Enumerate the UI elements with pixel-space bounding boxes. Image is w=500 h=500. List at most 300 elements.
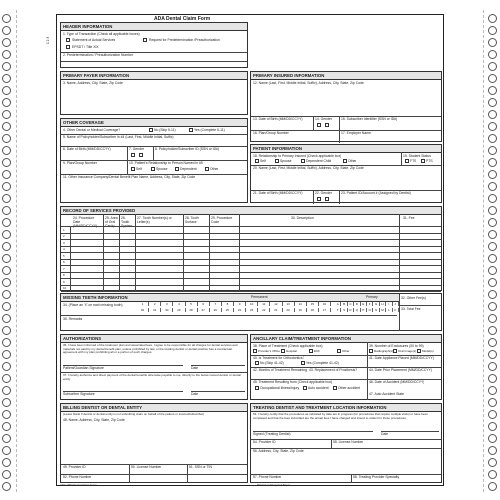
tooth-cell[interactable]: I bbox=[386, 302, 392, 306]
header-information-section bbox=[60, 22, 248, 68]
service-row-number: 4 bbox=[63, 247, 65, 251]
section-title: PRIMARY PAYER INFORMATION bbox=[61, 72, 247, 80]
remarks-label: 35. Remarks bbox=[63, 317, 83, 321]
service-row-number: 9 bbox=[63, 279, 65, 284]
section-subtitle: (Leave blank if dentist or dental entity is not submitting claim on behalf of the patient or insured/subscriber) bbox=[63, 412, 205, 416]
tooth-cell[interactable]: D bbox=[354, 302, 360, 306]
field-label: 34. (Place an 'X' on each missing tooth) bbox=[63, 303, 123, 307]
tooth-cell[interactable]: 25 bbox=[222, 308, 234, 312]
field-label: 21. Date of Birth (MM/DD/CCYY) bbox=[253, 191, 303, 195]
tractor-hole bbox=[2, 242, 11, 251]
left-perforation bbox=[16, 10, 17, 492]
date-label: Date bbox=[381, 432, 389, 436]
tractor-hole bbox=[2, 38, 11, 47]
column-header: 28. Tooth Surface bbox=[185, 216, 199, 224]
permanent-label: Permanent bbox=[251, 295, 268, 299]
predetermination-checkbox[interactable] bbox=[143, 38, 147, 42]
tooth-cell[interactable]: 1 bbox=[137, 302, 149, 306]
billing-dentist-section bbox=[60, 403, 248, 483]
field-label: 10. Patient's Relationship to Person Named in #5 bbox=[129, 161, 203, 165]
tractor-hole bbox=[2, 470, 11, 479]
tractor-hole bbox=[2, 254, 11, 263]
field-label: 2. Predetermination / Preauthorization Number bbox=[63, 53, 134, 57]
field-label: 54. Provider ID bbox=[253, 440, 276, 444]
other-accident-checkbox[interactable] bbox=[333, 386, 337, 390]
tooth-cell[interactable]: 10 bbox=[246, 302, 258, 306]
field-label: 7. Gender bbox=[129, 147, 145, 151]
form-title: ADA Dental Claim Form bbox=[154, 16, 211, 22]
primary-insured-section bbox=[250, 71, 442, 142]
field-label: 17. Employer Name bbox=[341, 131, 371, 135]
missing-teeth-section bbox=[60, 293, 442, 331]
tractor-hole bbox=[488, 242, 497, 251]
tooth-cell[interactable]: 6 bbox=[198, 302, 210, 306]
tooth-cell[interactable]: 27 bbox=[198, 308, 210, 312]
tractor-hole bbox=[488, 230, 497, 239]
field-label: 14. Gender bbox=[315, 117, 332, 121]
field-label: 38. Place of Treatment (Check applicable box) bbox=[253, 344, 323, 348]
field-label: 5. Name of Policyholder/Subscriber in #4 (Last, First, Middle Initial, Suffix) bbox=[63, 135, 174, 139]
primary-label: Primary bbox=[366, 295, 378, 299]
insured-gender-m-checkbox[interactable] bbox=[317, 123, 321, 127]
section-title: OTHER COVERAGE bbox=[61, 119, 247, 127]
tractor-hole bbox=[488, 122, 497, 131]
rel-self-checkbox[interactable] bbox=[131, 167, 135, 171]
patient-rel-child-checkbox[interactable] bbox=[301, 159, 305, 163]
section-title: AUTHORIZATIONS bbox=[61, 335, 247, 343]
service-row-number: 8 bbox=[63, 273, 65, 277]
tooth-cell[interactable]: F bbox=[367, 302, 373, 306]
auto-accident-checkbox[interactable] bbox=[303, 386, 307, 390]
patient-rel-spouse-checkbox[interactable] bbox=[275, 159, 279, 163]
places-checkbox[interactable] bbox=[253, 349, 257, 353]
other-coverage-section bbox=[60, 118, 248, 203]
enclosures-checkbox[interactable] bbox=[417, 349, 421, 353]
column-header: 24. Procedure Date (MM/DD/CCYY) bbox=[73, 216, 98, 228]
option-label: Request for Predetermination /Preauthorization bbox=[149, 38, 220, 42]
tooth-cell[interactable]: P bbox=[361, 308, 367, 312]
field-label: 42. Months of Treatment Remaining bbox=[253, 368, 307, 372]
tractor-hole bbox=[488, 38, 497, 47]
option-label: Self bbox=[136, 167, 142, 171]
tooth-cell[interactable]: 32 bbox=[137, 308, 149, 312]
option-label: Other accident bbox=[338, 386, 361, 390]
tooth-cell[interactable]: N bbox=[373, 308, 379, 312]
field-label: 46. Date of Accident (MM/DD/CCYY) bbox=[369, 380, 425, 384]
primary-payer-section bbox=[60, 71, 248, 115]
field-label: 56. Address, City, State, Zip Code bbox=[253, 449, 304, 453]
tractor-hole bbox=[488, 302, 497, 311]
tractor-hole bbox=[488, 182, 497, 191]
tractor-hole bbox=[2, 422, 11, 431]
patient-gender-m-checkbox[interactable] bbox=[317, 197, 321, 201]
option-label: PTS bbox=[426, 159, 433, 163]
epsdt-checkbox[interactable] bbox=[66, 45, 70, 49]
field-label: 57. Phone Number bbox=[253, 475, 282, 479]
tractor-hole bbox=[488, 62, 497, 71]
tractor-hole bbox=[2, 446, 11, 455]
field-label: 48. Name, Address, City, State, Zip Code bbox=[63, 418, 125, 422]
tooth-cell[interactable]: O bbox=[367, 308, 373, 312]
tooth-cell[interactable]: 9 bbox=[234, 302, 246, 306]
service-row-number: 1 bbox=[63, 227, 65, 232]
tractor-hole bbox=[2, 230, 11, 239]
tractor-hole bbox=[488, 98, 497, 107]
option-label: Self bbox=[260, 159, 266, 163]
occupational-checkbox[interactable] bbox=[255, 386, 259, 390]
field-label: 3. Name, Address, City, State, Zip Code bbox=[63, 81, 123, 85]
tooth-cell[interactable]: 29 bbox=[173, 308, 185, 312]
field-label: 45. Treatment Resulting from (Check applicable box) bbox=[253, 380, 333, 384]
tractor-hole bbox=[2, 398, 11, 407]
tractor-hole bbox=[2, 410, 11, 419]
enclosures-checkbox[interactable] bbox=[393, 349, 397, 353]
tooth-cell[interactable]: 17 bbox=[319, 308, 331, 312]
rel-spouse-checkbox[interactable] bbox=[151, 167, 155, 171]
tractor-hole bbox=[2, 302, 11, 311]
tooth-cell[interactable]: L bbox=[386, 308, 392, 312]
tooth-cell[interactable]: 23 bbox=[246, 308, 258, 312]
right-tractor-holes bbox=[488, 14, 498, 492]
column-header: 30. Description bbox=[291, 216, 314, 220]
tractor-hole bbox=[488, 458, 497, 467]
tractor-hole bbox=[488, 50, 497, 59]
service-row-line bbox=[61, 278, 441, 279]
field-label: 50. License Number bbox=[131, 465, 162, 469]
tooth-cell[interactable]: 11 bbox=[258, 302, 270, 306]
tooth-cell[interactable]: 14 bbox=[295, 302, 307, 306]
field-label: 18. Relationship to Primary Insured (Check applicable box) bbox=[253, 154, 342, 158]
section-title: MISSING TEETH INFORMATION bbox=[61, 294, 399, 302]
tractor-hole bbox=[2, 194, 11, 203]
certification-text: 53. I hereby certify that the procedures as indicated by date are in progress (for procedures that require multiple visits) or have been completed and that the fees submitted are the actual fees I have charged and intend to collect for those procedures. bbox=[253, 413, 428, 420]
service-row-line bbox=[61, 265, 441, 266]
tractor-hole bbox=[2, 158, 11, 167]
option-label: Other bbox=[342, 349, 350, 353]
tractor-hole bbox=[2, 26, 11, 35]
tooth-cell[interactable]: 24 bbox=[234, 308, 246, 312]
field-label: 49. Provider ID bbox=[63, 465, 86, 469]
section-title: PATIENT INFORMATION bbox=[251, 145, 441, 153]
tooth-cell[interactable]: 3 bbox=[161, 302, 173, 306]
tooth-cell[interactable]: 26 bbox=[210, 308, 222, 312]
option-label: FTS bbox=[410, 159, 417, 163]
patient-rel-self-checkbox[interactable] bbox=[255, 159, 259, 163]
tractor-hole bbox=[2, 326, 11, 335]
tractor-hole bbox=[488, 134, 497, 143]
tractor-hole bbox=[2, 314, 11, 323]
tooth-cell[interactable]: 5 bbox=[186, 302, 198, 306]
option-label: Provider's Office bbox=[258, 349, 280, 353]
tooth-cell[interactable]: 13 bbox=[283, 302, 295, 306]
date-label: Date bbox=[191, 392, 199, 396]
tractor-hole bbox=[488, 398, 497, 407]
rel-dependent-checkbox[interactable] bbox=[175, 167, 179, 171]
tractor-hole bbox=[2, 14, 11, 23]
field-label: 9. Plan/Group Number bbox=[63, 161, 97, 165]
tooth-cell[interactable]: B bbox=[341, 302, 347, 306]
authorization-text: 37. I hereby authorize and direct payment of the dental benefits otherwise payable to me, directly to the below named dentist or dental entity. bbox=[63, 374, 241, 381]
consent-text: 36. I have been informed of the treatment plan and associated fees. I agree to be responsible for all charges for dental services and materials not paid by my dental benefit plan, unless prohibited by law, or the treating dentist or dental practice has a contractual agreement with my plan prohibiting all or a portion of such charges. bbox=[63, 344, 238, 355]
field-label: 19. Student Status bbox=[403, 154, 431, 158]
tooth-cell[interactable]: 19 bbox=[295, 308, 307, 312]
field-label: 4. Other Dental or Medical Coverage? bbox=[63, 128, 121, 132]
tractor-hole bbox=[488, 14, 497, 23]
tooth-cell[interactable]: H bbox=[380, 302, 386, 306]
option-label: Oral Image(s) bbox=[398, 349, 417, 353]
option-label: Other bbox=[210, 167, 219, 171]
service-row-line bbox=[61, 291, 441, 292]
tractor-hole bbox=[2, 278, 11, 287]
field-label: 11. Other Insurance Company/Dental Benefit Plan Name, Address, City, State, Zip Code bbox=[63, 175, 196, 179]
field-label: 12. Name (Last, First, Middle Initial, Suffix), Address, City, State, Zip Code bbox=[253, 81, 364, 85]
tooth-cell[interactable]: J bbox=[393, 302, 399, 306]
service-row-line bbox=[61, 239, 441, 240]
section-title: BILLING DENTIST OR DENTAL ENTITY bbox=[61, 404, 247, 412]
tooth-cell[interactable]: 28 bbox=[186, 308, 198, 312]
field-label: 58. Treating Provider Specialty bbox=[353, 475, 400, 479]
tooth-cell[interactable]: M bbox=[380, 308, 386, 312]
other-fees-label: 32. Other Fee(s) bbox=[401, 296, 426, 300]
treating-signature-label: Signed (Treating Dentist) bbox=[253, 432, 291, 436]
field-label: 47. Auto Accident State bbox=[369, 392, 405, 396]
tractor-hole bbox=[2, 386, 11, 395]
gender-f-checkbox[interactable] bbox=[139, 153, 143, 157]
tractor-hole bbox=[2, 362, 11, 371]
tractor-hole bbox=[488, 266, 497, 275]
ortho-no-checkbox[interactable] bbox=[255, 361, 259, 365]
tractor-hole bbox=[2, 110, 11, 119]
option-label: No (Skip 41-42) bbox=[260, 361, 284, 365]
tractor-hole bbox=[2, 218, 11, 227]
field-label: 8. Policyholder/Subscriber ID (SSN or ID#) bbox=[155, 147, 220, 151]
tooth-cell[interactable]: 20 bbox=[283, 308, 295, 312]
tractor-hole bbox=[2, 374, 11, 383]
authorizations-section bbox=[60, 334, 248, 400]
tooth-cell[interactable]: 7 bbox=[210, 302, 222, 306]
tractor-hole bbox=[2, 98, 11, 107]
statement-actual-checkbox[interactable] bbox=[66, 38, 70, 42]
tooth-cell[interactable]: 22 bbox=[258, 308, 270, 312]
tractor-hole bbox=[488, 254, 497, 263]
tractor-hole bbox=[2, 122, 11, 131]
permanent-lower-teeth bbox=[137, 308, 331, 314]
tractor-hole bbox=[2, 182, 11, 191]
tractor-hole bbox=[488, 482, 497, 491]
tractor-hole bbox=[488, 74, 497, 83]
other-coverage-no-checkbox[interactable] bbox=[149, 128, 153, 132]
tractor-hole bbox=[2, 482, 11, 491]
option-label: Other bbox=[348, 159, 357, 163]
tooth-cell[interactable]: E bbox=[361, 302, 367, 306]
tractor-hole bbox=[2, 62, 11, 71]
tractor-hole bbox=[488, 26, 497, 35]
tooth-cell[interactable]: G bbox=[373, 302, 379, 306]
service-row-line bbox=[61, 259, 441, 260]
tractor-hole bbox=[2, 74, 11, 83]
option-label: Model(s) bbox=[422, 349, 434, 353]
tractor-hole bbox=[488, 422, 497, 431]
service-row-number: 6 bbox=[63, 260, 65, 264]
service-row-line bbox=[61, 272, 441, 273]
tractor-hole bbox=[488, 362, 497, 371]
tooth-cell[interactable]: T bbox=[335, 308, 341, 312]
column-header: 25. Area of Oral Cavity bbox=[105, 216, 118, 228]
field-label: 55. License Number bbox=[333, 440, 364, 444]
service-row-number: 5 bbox=[63, 253, 65, 258]
tooth-cell[interactable]: R bbox=[348, 308, 354, 312]
column-header: 26. Tooth System bbox=[121, 216, 133, 228]
side-code: 1 2 3 bbox=[46, 36, 50, 44]
tooth-cell[interactable]: A bbox=[335, 302, 341, 306]
option-label: EPSDT / Title XIX bbox=[72, 45, 99, 49]
primary-lower-teeth bbox=[335, 308, 399, 314]
section-title: RECORD OF SERVICES PROVIDED bbox=[61, 207, 441, 215]
tractor-hole bbox=[488, 434, 497, 443]
option-label: Spouse bbox=[156, 167, 168, 171]
tractor-hole bbox=[2, 206, 11, 215]
field-label: 52. Phone Number bbox=[63, 475, 92, 479]
tractor-hole bbox=[2, 458, 11, 467]
section-title: ANCILLARY CLAIM/TREATMENT INFORMATION bbox=[251, 335, 441, 343]
column-header: 27. Tooth Number(s) or Letter(s) bbox=[137, 216, 172, 224]
option-label: No (Skip 5-11) bbox=[154, 128, 176, 132]
footer-form-id: ADA 1994 Dental Claim Form bbox=[60, 483, 97, 487]
footer-recycled-note: Printed on Recycled Paper bbox=[257, 483, 291, 487]
tooth-cell[interactable]: 2 bbox=[149, 302, 161, 306]
tractor-hole bbox=[488, 218, 497, 227]
option-label: Radiograph(s) bbox=[374, 349, 394, 353]
patient-rel-other-checkbox[interactable] bbox=[343, 159, 347, 163]
tractor-hole bbox=[488, 206, 497, 215]
option-label: Dependent bbox=[180, 167, 197, 171]
place-of-treatment-options bbox=[253, 349, 365, 354]
tractor-hole bbox=[488, 158, 497, 167]
tractor-hole bbox=[488, 446, 497, 455]
service-row-number: 7 bbox=[63, 266, 65, 271]
field-label: 43. Replacement of Prosthesis? bbox=[309, 368, 358, 372]
tractor-hole bbox=[488, 278, 497, 287]
tooth-cell[interactable]: 18 bbox=[307, 308, 319, 312]
field-label: 51. SSN or TIN bbox=[189, 465, 212, 469]
section-title: HEADER INFORMATION bbox=[61, 23, 247, 31]
tractor-hole bbox=[488, 314, 497, 323]
tractor-hole bbox=[488, 410, 497, 419]
option-label: Yes (Complete 41-42) bbox=[306, 361, 339, 365]
student-fts-checkbox[interactable] bbox=[405, 159, 409, 163]
tooth-cell[interactable]: 16 bbox=[319, 302, 331, 306]
patient-gender-f-checkbox[interactable] bbox=[325, 197, 329, 201]
subscriber-signature-label: Subscriber Signature bbox=[63, 392, 95, 396]
tooth-cell[interactable]: 21 bbox=[270, 308, 282, 312]
tooth-cell[interactable]: 31 bbox=[149, 308, 161, 312]
ortho-yes-checkbox[interactable] bbox=[301, 361, 305, 365]
option-label: Occupational illness/injury bbox=[260, 386, 300, 390]
tractor-hole bbox=[2, 134, 11, 143]
tooth-cell[interactable]: K bbox=[393, 308, 399, 312]
patient-information-section bbox=[250, 144, 442, 203]
tractor-hole bbox=[2, 146, 11, 155]
service-row-line bbox=[61, 285, 441, 286]
insured-gender-f-checkbox[interactable] bbox=[325, 123, 329, 127]
column-header: 31. Fee bbox=[403, 216, 415, 220]
tractor-hole bbox=[488, 350, 497, 359]
tractor-hole bbox=[2, 434, 11, 443]
patient-signature-label: Patient/Guardian Signature bbox=[63, 366, 104, 370]
places-checkbox[interactable] bbox=[281, 349, 285, 353]
service-row-line bbox=[61, 246, 441, 247]
option-label: Spouse bbox=[280, 159, 292, 163]
tooth-cell[interactable]: 15 bbox=[307, 302, 319, 306]
gender-m-checkbox[interactable] bbox=[131, 153, 135, 157]
field-label: 23. Patient ID/Account # (Assigned by Dentist) bbox=[341, 191, 411, 195]
ancillary-claim-section bbox=[250, 334, 442, 400]
tractor-hole bbox=[488, 290, 497, 299]
field-label: 6. Date of Birth (MM/DD/CCYY) bbox=[63, 147, 111, 151]
tractor-hole bbox=[488, 386, 497, 395]
enclosure-options bbox=[369, 349, 441, 354]
total-fee-label: 33. Total Fee bbox=[401, 307, 421, 311]
field-label: 20. Name (Last, First, Middle Initial, Suffix), Address, City, State, Zip Code bbox=[253, 166, 364, 170]
tractor-hole bbox=[488, 470, 497, 479]
field-label: 1. Type of Transaction (Check all applicable boxes) bbox=[63, 32, 140, 36]
student-pts-checkbox[interactable] bbox=[421, 159, 425, 163]
tractor-hole bbox=[488, 194, 497, 203]
tractor-hole bbox=[2, 350, 11, 359]
tractor-hole bbox=[488, 146, 497, 155]
field-label: 39. Number of Enclosures (00 to 99) bbox=[369, 344, 424, 348]
rel-other-checkbox[interactable] bbox=[205, 167, 209, 171]
tooth-cell[interactable]: 4 bbox=[173, 302, 185, 306]
option-label: ECF bbox=[314, 349, 320, 353]
places-checkbox[interactable] bbox=[337, 349, 341, 353]
other-coverage-yes-checkbox[interactable] bbox=[189, 128, 193, 132]
tractor-hole bbox=[2, 86, 11, 95]
tractor-hole bbox=[2, 290, 11, 299]
tractor-hole bbox=[488, 110, 497, 119]
tractor-hole bbox=[2, 170, 11, 179]
field-label: 41. Date Appliance Placed (MM/DD/CCYY) bbox=[369, 356, 434, 360]
service-row-number: 3 bbox=[63, 240, 65, 245]
field-label: 22. Gender bbox=[315, 191, 332, 195]
tooth-cell[interactable]: Q bbox=[354, 308, 360, 312]
places-checkbox[interactable] bbox=[309, 349, 313, 353]
tooth-cell[interactable]: C bbox=[348, 302, 354, 306]
option-label: Statement of Actual Services bbox=[72, 38, 116, 42]
field-label: 15. Subscriber Identifier (SSN or ID#) bbox=[341, 117, 398, 121]
right-perforation bbox=[483, 10, 484, 492]
tractor-hole bbox=[2, 338, 11, 347]
column-header: 29. Procedure Code bbox=[211, 216, 233, 224]
service-row-number: 10 bbox=[63, 286, 67, 290]
service-row-number: 2 bbox=[63, 234, 65, 238]
option-label: Auto accident bbox=[308, 386, 329, 390]
tractor-hole bbox=[488, 326, 497, 335]
option-label: Dependent Child bbox=[306, 159, 332, 163]
enclosures-checkbox[interactable] bbox=[369, 349, 373, 353]
option-label: Yes (Complete 5-11) bbox=[194, 128, 225, 132]
tooth-cell[interactable]: 30 bbox=[161, 308, 173, 312]
date-label: Date bbox=[191, 366, 199, 370]
tractor-hole bbox=[488, 374, 497, 383]
tooth-cell[interactable]: S bbox=[341, 308, 347, 312]
tractor-hole bbox=[488, 170, 497, 179]
tooth-cell[interactable]: 12 bbox=[270, 302, 282, 306]
field-label: 13. Date of Birth (MM/DD/CCYY) bbox=[253, 117, 303, 121]
tooth-cell[interactable]: 8 bbox=[222, 302, 234, 306]
service-row-line bbox=[61, 252, 441, 253]
service-row-line bbox=[61, 233, 441, 234]
